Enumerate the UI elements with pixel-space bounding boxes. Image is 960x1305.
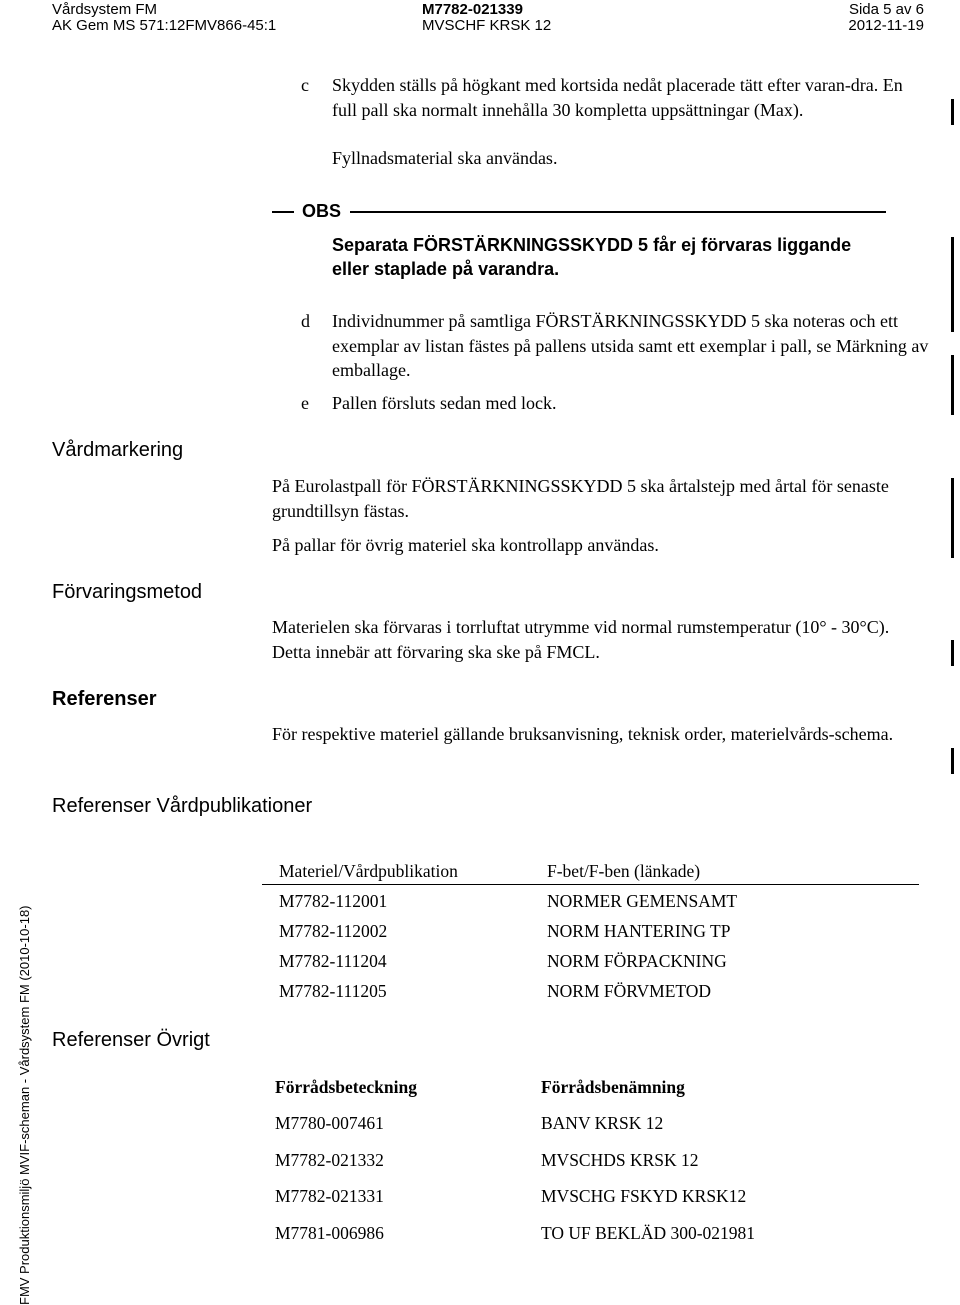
side-production-label: FMV Produktionsmiljö MVIF-scheman - Vårdsystem FM (2010-10-18) (17, 905, 32, 1305)
table-row (275, 1215, 755, 1252)
table-row (279, 886, 737, 916)
table-row (279, 916, 737, 946)
obs-rule-left (272, 211, 294, 213)
table-cell: NORM FÖRVMETOD (547, 980, 712, 1001)
heading-vardmarkering: Vårdmarkering (52, 439, 184, 461)
vardmarkering-para2: På pallar för övrig materiel ska kontrollapp användas. (272, 535, 659, 555)
heading-vardpublikationer: Referenser Vårdpublikationer (52, 795, 313, 817)
referenser-para: För respektive materiel gällande bruksanvisning, teknisk order, materielvårds-schema. (272, 724, 894, 744)
heading-ovrigt: Referenser Övrigt (52, 1029, 210, 1051)
header-date: 2012-11-19 (848, 17, 924, 34)
header-page: Sida 5 av 6 (848, 1, 924, 18)
table-cell: M7782-112002 (279, 920, 388, 941)
column-header: Materiel/Vårdpublikation (279, 860, 458, 881)
obs-text: Separata FÖRSTÄRKNINGSSKYDD 5 får ej förvaras liggande eller staplade på varandra. (332, 235, 852, 279)
change-bar (951, 478, 954, 558)
change-bar (951, 237, 954, 332)
header-item-number: M7782-021339 (422, 1, 523, 18)
step-d-text: Individnummer på samtliga FÖRSTÄRKNINGSSKYDD 5 ska noteras och ett exemplar av listan fästes på pallens utsida samt ett exemplar i pall, se Märkning av emballage. (332, 311, 929, 380)
table-cell: NORM HANTERING TP (547, 920, 731, 941)
header-item-name: MVSCHF KRSK 12 (422, 17, 552, 34)
table-row (275, 1142, 755, 1179)
change-bar (951, 99, 954, 125)
obs-rule-right (350, 211, 886, 213)
table-header-row (279, 856, 737, 886)
table-cell: M7782-111204 (279, 950, 387, 971)
step-c-extra: Fyllnadsmaterial ska användas. (332, 148, 558, 168)
table-header-row (275, 1069, 755, 1106)
header-doc-ref: AK Gem MS 571:12FMV866-45:1 (52, 17, 277, 34)
table-cell: NORM FÖRPACKNING (547, 950, 727, 971)
table-cell: TO UF BEKLÄD 300-021981 (541, 1222, 756, 1243)
step-d-letter: d (301, 311, 310, 331)
table-row (279, 946, 737, 976)
step-c-text: Skydden ställs på högkant med kortsida nedåt placerade tätt efter varan-dra. En full pall ska normalt innehålla 30 kompletta uppsättningar (Max). (332, 75, 903, 120)
obs-label: OBS (302, 201, 342, 221)
forvaringsmetod-para: Materielen ska förvaras i torrluftat utrymme vid normal rumstemperatur (10° - 30°C). Detta innebär att förvaring ska ske på FMCL. (272, 617, 890, 662)
column-header: Förrådsbeteckning (275, 1076, 417, 1097)
table-cell: M7780-007461 (275, 1113, 384, 1134)
ovrigt-table (275, 1069, 755, 1252)
step-e-letter: e (301, 393, 309, 413)
table-row (275, 1106, 755, 1143)
step-e-text: Pallen försluts sedan med lock. (332, 393, 557, 413)
table-cell: BANV KRSK 12 (541, 1113, 664, 1134)
table-cell: NORMER GEMENSAMT (547, 890, 738, 911)
vardpublikationer-table (279, 856, 737, 1006)
change-bar (951, 640, 954, 666)
table-cell: M7781-006986 (275, 1222, 384, 1243)
table-cell: MVSCHG FSKYD KRSK12 (541, 1186, 747, 1207)
change-bar (951, 355, 954, 415)
header-system: Vårdsystem FM (52, 1, 158, 18)
column-header: F-bet/F-ben (länkade) (547, 860, 701, 881)
table-cell: M7782-021331 (275, 1186, 384, 1207)
table-cell: M7782-111205 (279, 980, 387, 1001)
column-header: Förrådsbenämning (541, 1076, 685, 1097)
heading-forvaringsmetod: Förvaringsmetod (52, 581, 203, 603)
step-c-letter: c (301, 75, 309, 95)
change-bar (951, 748, 954, 774)
table-row (279, 976, 737, 1006)
table-cell: M7782-112001 (279, 890, 388, 911)
vardmarkering-para1: På Eurolastpall för FÖRSTÄRKNINGSSKYDD 5 ska årtalstejp med årtal för senaste grundtillsyn fästas. (272, 476, 889, 521)
table-cell: MVSCHDS KRSK 12 (541, 1149, 699, 1170)
table-row (275, 1179, 755, 1216)
heading-referenser: Referenser (52, 688, 157, 710)
table-header-rule (262, 884, 919, 885)
table-cell: M7782-021332 (275, 1149, 384, 1170)
